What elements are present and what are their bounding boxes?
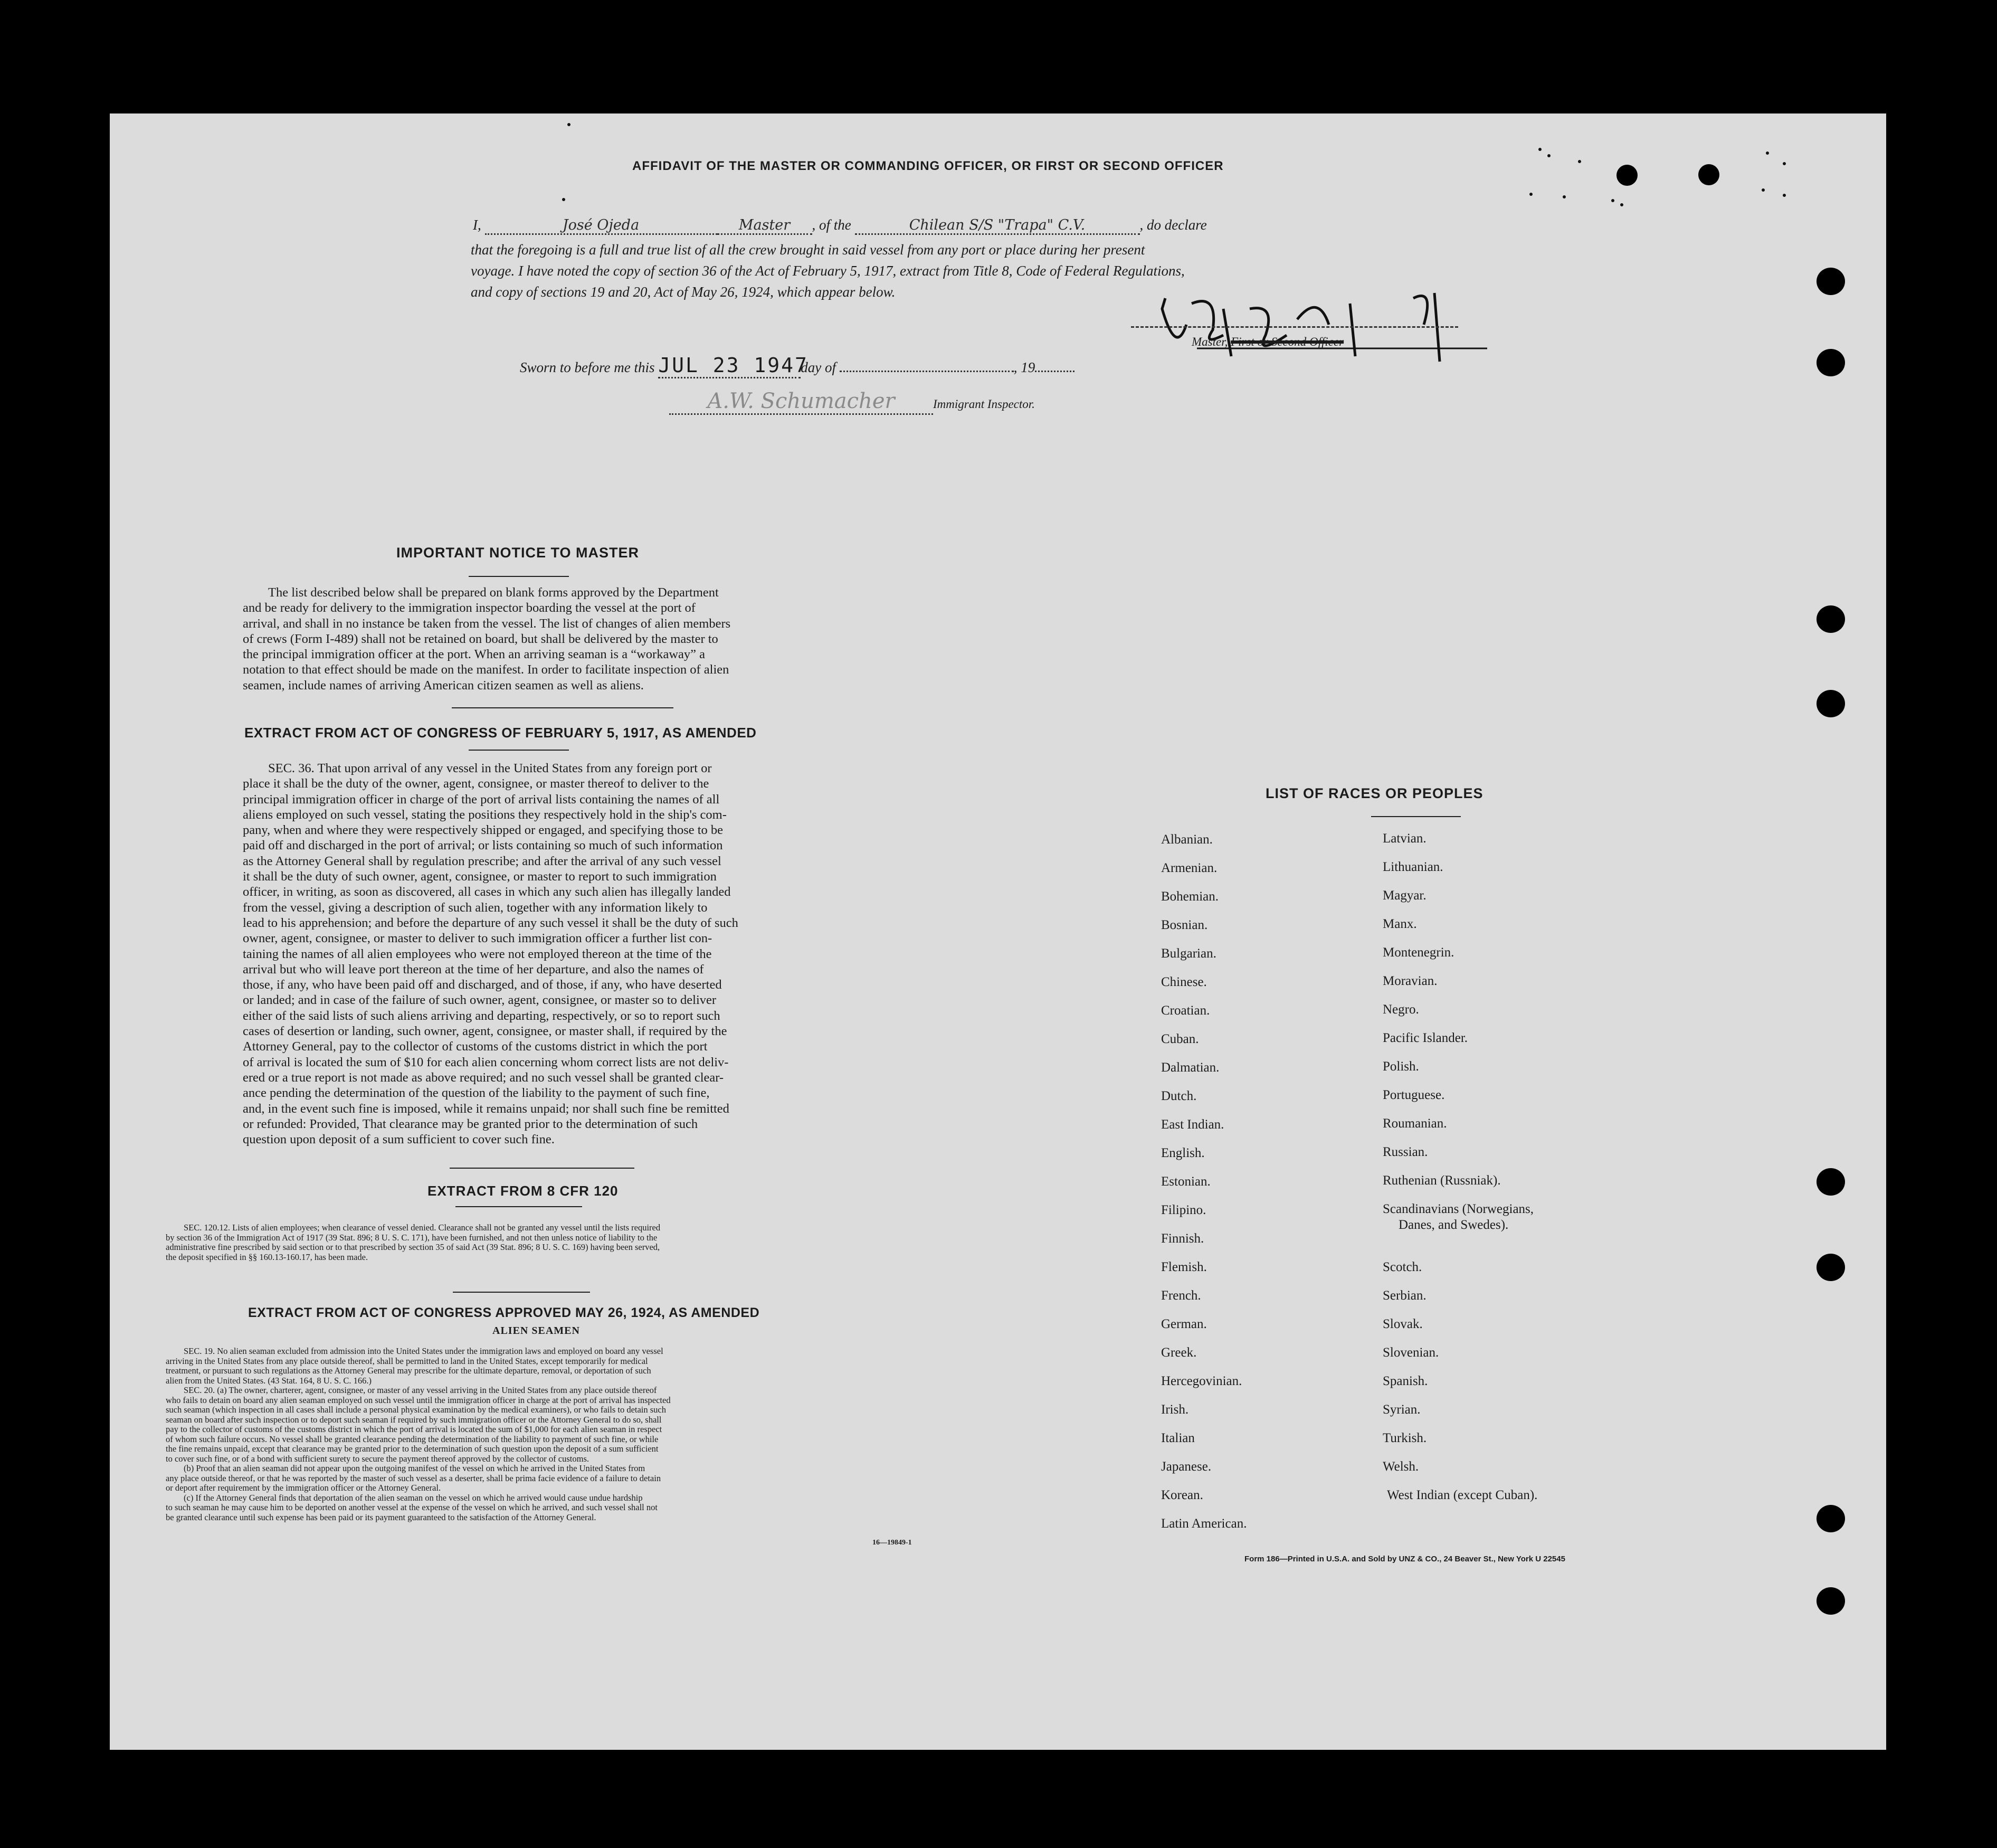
extract-1917-line: either of the said lists of such aliens arriving and departing, respectively, or so to report such bbox=[243, 1008, 720, 1023]
punch-hole bbox=[1817, 1168, 1845, 1196]
notice-line: The list described below shall be prepared on blank forms approved by the Department bbox=[268, 585, 719, 600]
extract-1917-line: place it shall be the duty of the owner, agent, consignee, or master thereof to deliver to the bbox=[243, 776, 709, 791]
race-item: Albanian. bbox=[1161, 832, 1213, 847]
race-item: Portuguese. bbox=[1383, 1088, 1445, 1102]
extract-1924-line: alien from the United States. (43 Stat. 164, 8 U. S. C. 166.) bbox=[166, 1375, 372, 1386]
cfr-line: administrative fine prescribed by said section or to that prescribed by section 35 of said Act (39 Stat. 896; 8 U. S. C. 169) having been served, bbox=[166, 1242, 660, 1252]
race-item: Scandinavians (Norwegians, bbox=[1383, 1202, 1534, 1216]
alien-seamen-subtitle: ALIEN SEAMEN bbox=[492, 1325, 580, 1337]
divider bbox=[452, 707, 673, 708]
inspector-signature: A.W. Schumacher bbox=[669, 389, 933, 415]
race-item: Roumanian. bbox=[1383, 1116, 1447, 1131]
race-item: Slovak. bbox=[1383, 1317, 1423, 1331]
speck bbox=[1611, 199, 1614, 202]
race-item: Estonian. bbox=[1161, 1174, 1211, 1189]
race-item: Dutch. bbox=[1161, 1089, 1197, 1103]
race-item: Bulgarian. bbox=[1161, 946, 1216, 961]
speck bbox=[1563, 195, 1566, 198]
race-item: Bosnian. bbox=[1161, 918, 1208, 932]
race-item: Cuban. bbox=[1161, 1032, 1199, 1046]
extract-1917-line: lead to his apprehension; and before the departure of any such vessel it shall be the duty of such bbox=[243, 915, 738, 930]
extract-1917-line: or refunded: Provided, That clearance may be granted prior to the determination of such bbox=[243, 1116, 698, 1131]
race-item: Finnish. bbox=[1161, 1231, 1204, 1246]
inspector-label: Immigrant Inspector. bbox=[933, 397, 1035, 411]
race-item: Flemish. bbox=[1161, 1260, 1207, 1274]
race-item: Negro. bbox=[1383, 1002, 1419, 1017]
extract-1924-line: SEC. 19. No alien seaman excluded from admission into the United States under the immigration laws and employed on board any vessel bbox=[184, 1346, 663, 1356]
signer-rank-field: Master bbox=[717, 217, 812, 235]
race-item: West Indian (except Cuban). bbox=[1387, 1488, 1538, 1502]
extract-1924-line: or deport after requirement by the immigration officer or the Attorney General. bbox=[166, 1483, 441, 1493]
punch-hole bbox=[1817, 1254, 1845, 1281]
extract-1917-line: aliens employed on such vessel, stating the positions they respectively hold in the ship's com- bbox=[243, 807, 727, 822]
declaration-line-1: that the foregoing is a full and true list of all the crew brought in said vessel from any port or place during her present bbox=[471, 242, 1145, 258]
speck bbox=[562, 198, 565, 201]
divider bbox=[450, 1168, 634, 1169]
race-item: Russian. bbox=[1383, 1145, 1428, 1159]
form-code: 16—19849-1 bbox=[872, 1539, 912, 1547]
race-item: Croatian. bbox=[1161, 1003, 1210, 1018]
race-item: English. bbox=[1161, 1146, 1205, 1160]
race-item: Manx. bbox=[1383, 917, 1417, 931]
vessel-name-field: Chilean S/S "Trapa" C.V. bbox=[855, 217, 1140, 235]
notice-line: notation to that effect should be made on the manifest. In order to facilitate inspection of alien bbox=[243, 662, 729, 677]
of-the-text: , of the bbox=[812, 217, 851, 233]
cfr-line: the deposit specified in §§ 160.13-160.17, has been made. bbox=[166, 1252, 368, 1262]
race-item: Magyar. bbox=[1383, 888, 1427, 903]
extract-1917-line: arrival but who will leave port thereon at the time of her departure, and also the names of bbox=[243, 962, 704, 977]
extract-1924-line: pay to the collector of customs of the customs district in which the port of arrival is located the sum of $1,000 for each alien seaman in respect bbox=[166, 1424, 662, 1434]
affidavit-title: AFFIDAVIT OF THE MASTER OR COMMANDING OFFICER, OR FIRST OR SECOND OFFICER bbox=[632, 159, 1224, 173]
race-item: Bohemian. bbox=[1161, 889, 1219, 904]
speck bbox=[1578, 160, 1581, 163]
notice-line: the principal immigration officer at the port. When an arriving seaman is a “workaway” a bbox=[243, 647, 706, 662]
notice-line: of crews (Form I-489) shall not be retained on board, but shall be delivered by the master to bbox=[243, 631, 718, 646]
notice-title: IMPORTANT NOTICE TO MASTER bbox=[396, 545, 639, 561]
extract-1924-line: such seaman (which inspection in all cases shall include a personal physical examination by the medical examiners), or who fails to detain such bbox=[166, 1405, 667, 1415]
extract-1924-body bbox=[166, 1347, 891, 1522]
speck bbox=[1762, 188, 1765, 192]
race-item: Ruthenian (Russniak). bbox=[1383, 1173, 1501, 1188]
signer-name-field: José Ojeda bbox=[485, 217, 717, 235]
master-signature bbox=[1160, 277, 1551, 367]
extract-1924-line: any place outside thereof, or that he was reported by the master of such vessel as a deserter, shall be prima facie evidence of a failure to detain bbox=[166, 1473, 661, 1483]
extract-1924-line: the fine remains unpaid, except that clearance may be granted prior to the determination of such question upon the deposit of a sum sufficient bbox=[166, 1444, 659, 1454]
punch-hole bbox=[1817, 349, 1845, 376]
cfr-title: EXTRACT FROM 8 CFR 120 bbox=[427, 1183, 619, 1199]
speck bbox=[1538, 148, 1542, 151]
race-item: Polish. bbox=[1383, 1059, 1419, 1074]
extract-1917-rule bbox=[469, 750, 569, 751]
declaration-line bbox=[473, 217, 1207, 235]
extract-1924-line: to cover such fine, or of a bond with sufficient surety to secure the payment thereof approved by the collector of customs. bbox=[166, 1453, 589, 1464]
speck bbox=[1783, 162, 1786, 165]
race-item: Moravian. bbox=[1383, 974, 1438, 988]
day-of-text: day of bbox=[801, 359, 836, 375]
notice-line: arrival, and shall in no instance be taken from the vessel. The list of changes of alien members bbox=[243, 616, 731, 631]
extract-1917-line: question upon deposit of a sum sufficient to cover such fine. bbox=[243, 1132, 555, 1147]
ink-spot bbox=[1616, 165, 1638, 186]
race-item: Filipino. bbox=[1161, 1203, 1206, 1217]
race-item: Italian bbox=[1161, 1431, 1195, 1445]
extract-1924-line: (b) Proof that an alien seaman did not appear upon the outgoing manifest of the vessel on which he arrived in the United States from bbox=[184, 1463, 645, 1473]
race-item: German. bbox=[1161, 1317, 1207, 1331]
extract-1917-line: taining the names of all alien employees who were not employed thereon at the time of the bbox=[243, 946, 712, 961]
declaration-line-3: and copy of sections 19 and 20, Act of May 26, 1924, which appear below. bbox=[471, 284, 896, 300]
race-item: Scotch. bbox=[1383, 1260, 1422, 1274]
extract-1917-line: from the vessel, giving a description of such alien, together with any information likely to bbox=[243, 900, 708, 915]
speck bbox=[1529, 193, 1533, 196]
declaration-i: I, bbox=[473, 217, 481, 233]
document-page bbox=[110, 113, 1886, 1750]
extract-1917-line: ance pending the determination of the question of the liability to the payment of such fine, bbox=[243, 1086, 710, 1101]
master-label-row bbox=[1192, 335, 1344, 349]
race-item: Montenegrin. bbox=[1383, 945, 1454, 960]
race-item: Greek. bbox=[1161, 1345, 1197, 1360]
extract-1917-line: cases of desertion or landing, such owner, agent, consignee, or master shall, if required by the bbox=[243, 1024, 727, 1039]
cfr-line: by section 36 of the Immigration Act of 1917 (39 Stat. 896; 8 U. S. C. 171), have been furnished, and not then unless notice of liability to the bbox=[166, 1232, 658, 1243]
cfr-line: SEC. 120.12. Lists of alien employees; when clearance of vessel denied. Clearance shall not be granted any vessel until the lists required bbox=[184, 1222, 661, 1233]
notice-title-rule bbox=[469, 576, 569, 577]
race-item: Armenian. bbox=[1161, 861, 1218, 875]
extract-1917-line: it shall be the duty of such owner, agent, consignee, or master to report to such immigration bbox=[243, 869, 717, 884]
speck bbox=[1766, 151, 1769, 155]
speck bbox=[1547, 154, 1551, 157]
punch-hole bbox=[1817, 1587, 1845, 1615]
printer-line: Form 186—Printed in U.S.A. and Sold by UNZ & CO., 24 Beaver St., New York U 22545 bbox=[1244, 1555, 1565, 1563]
race-item: Spanish. bbox=[1383, 1374, 1428, 1388]
master-sign-line bbox=[1131, 326, 1458, 328]
year-prefix: , 19 bbox=[1013, 359, 1035, 375]
extract-1917-line: as the Attorney General shall by regulation prescribe; and after the arrival of any such vessel bbox=[243, 854, 721, 868]
race-item: Hercegovinian. bbox=[1161, 1374, 1242, 1388]
notice-line: and be ready for delivery to the immigration inspector boarding the vessel at the port of bbox=[243, 601, 696, 615]
sworn-text: Sworn to before me this bbox=[520, 359, 655, 375]
extract-1917-title: EXTRACT FROM ACT OF CONGRESS OF FEBRUARY 5, 1917, AS AMENDED bbox=[244, 725, 757, 741]
extract-1917-line: of arrival is located the sum of $10 for each alien concerning whom correct lists are not deliv- bbox=[243, 1055, 729, 1069]
punch-hole bbox=[1817, 268, 1845, 295]
race-item: Pacific Islander. bbox=[1383, 1031, 1468, 1045]
extract-1917-line: those, if any, who have been paid off and discharged, and of those, if any, who have deserted bbox=[243, 978, 722, 992]
extract-1924-line: who fails to detain on board any alien seaman employed on such vessel until the immigration officer in charge at the port of arrival has inspected bbox=[166, 1395, 671, 1405]
sworn-line bbox=[520, 354, 1074, 378]
race-item: Slovenian. bbox=[1383, 1345, 1439, 1360]
race-item: Japanese. bbox=[1161, 1460, 1212, 1474]
punch-hole bbox=[1817, 1505, 1845, 1532]
extract-1924-line: to such seaman he may cause him to be deported on another vessel at the expense of the vessel on which he arrived, and such vessel shall not bbox=[166, 1502, 658, 1512]
punch-hole bbox=[1817, 605, 1845, 633]
race-item: Irish. bbox=[1161, 1402, 1189, 1417]
extract-1917-line: or landed; and in case of the failure of such owner, agent, consignee, or master so to deliver bbox=[243, 993, 717, 1008]
race-item-continued: Danes, and Swedes). bbox=[1399, 1218, 1509, 1232]
extract-1924-line: arriving in the United States from any place outside thereof, shall be permitted to land in the United States, except temporarily for medical bbox=[166, 1356, 648, 1366]
extract-1924-line: treatment, or pursuant to such regulations as the Attorney General may prescribe for the ultimate departure, removal, or deportation of such bbox=[166, 1366, 651, 1376]
notice-body bbox=[243, 585, 781, 693]
extract-1917-line: paid off and discharged in the port of arrival; or lists containing so much of such information bbox=[243, 838, 723, 853]
race-item: Latvian. bbox=[1383, 831, 1427, 846]
inspector-line bbox=[669, 389, 1035, 415]
extract-1917-line: pany, when and where they were respectively shipped or engaged, and specifying those to be bbox=[243, 823, 724, 838]
race-item: Dalmatian. bbox=[1161, 1060, 1220, 1075]
month-field bbox=[840, 371, 1014, 372]
year-field bbox=[1035, 371, 1074, 372]
divider bbox=[453, 1292, 590, 1293]
master-label: Master, bbox=[1192, 335, 1228, 348]
extract-1924-line: be granted clearance until such expense has been paid or its payment guaranteed to the satisfaction of the Attorney General. bbox=[166, 1512, 596, 1522]
extract-1924-title: EXTRACT FROM ACT OF CONGRESS APPROVED MAY 26, 1924, AS AMENDED bbox=[248, 1305, 760, 1320]
extract-1917-body bbox=[243, 761, 781, 1147]
race-item: Latin American. bbox=[1161, 1517, 1247, 1531]
cfr-body bbox=[166, 1223, 891, 1262]
extract-1924-line: of whom such failure occurs. No vessel shall be granted clearance pending the determination of the liability to payment of such fine, or while bbox=[166, 1434, 659, 1444]
do-declare-text: , do declare bbox=[1139, 217, 1207, 233]
speck bbox=[1620, 203, 1623, 206]
extract-1917-line: ered or a true report is not made as above required; and no such vessel shall be granted clear- bbox=[243, 1070, 724, 1085]
extract-1917-line: owner, agent, consignee, or master to deliver to such immigration officer a further list con- bbox=[243, 931, 712, 946]
cfr-rule bbox=[455, 1206, 582, 1207]
punch-hole bbox=[1817, 690, 1845, 717]
extract-1917-line: principal immigration officer in charge of the port of arrival lists containing the names of all bbox=[243, 792, 720, 807]
extract-1924-line: SEC. 20. (a) The owner, charterer, agent, consignee, or master of any vessel arriving in the United States from any place outside thereof bbox=[184, 1385, 657, 1395]
race-item: Lithuanian. bbox=[1383, 860, 1443, 874]
extract-1924-line: (c) If the Attorney General finds that deportation of the alien seaman on the vessel on which he arrived would cause undue hardship bbox=[184, 1492, 643, 1503]
race-item: East Indian. bbox=[1161, 1117, 1224, 1132]
extract-1924-line: seaman on board after such inspection or to deport such seaman if required by such immigration officer or the Attorney General to do so, shall bbox=[166, 1414, 662, 1425]
extract-1917-line: SEC. 36. That upon arrival of any vessel in the United States from any foreign port or bbox=[268, 761, 712, 775]
speck bbox=[1783, 194, 1786, 197]
race-item: Turkish. bbox=[1383, 1431, 1427, 1445]
struck-officer-label: First or Second Officer bbox=[1231, 335, 1344, 348]
extract-1917-line: officer, in writing, as soon as discovered, all cases in which any such alien has illegally landed bbox=[243, 885, 731, 899]
extract-1917-line: and, in the event such fine is imposed, while it remains unpaid; nor shall such fine be remitted bbox=[243, 1101, 729, 1116]
extract-1917-line: Attorney General, pay to the collector of customs of the customs district in which the port bbox=[243, 1039, 708, 1054]
races-title: LIST OF RACES OR PEOPLES bbox=[1266, 785, 1484, 801]
race-item: French. bbox=[1161, 1288, 1201, 1303]
notice-line: seamen, include names of arriving American citizen seamen as well as aliens. bbox=[243, 678, 644, 693]
sworn-date-stamp: JUL 23 1947 bbox=[658, 354, 801, 378]
declaration-line-2: voyage. I have noted the copy of section 36 of the Act of February 5, 1917, extract from Title 8, Code of Federal Regulations, bbox=[471, 263, 1185, 279]
race-item: Syrian. bbox=[1383, 1402, 1421, 1417]
speck bbox=[567, 123, 570, 126]
race-item: Chinese. bbox=[1161, 975, 1207, 989]
race-item: Serbian. bbox=[1383, 1288, 1427, 1303]
ink-spot bbox=[1698, 164, 1719, 185]
declaration-body bbox=[471, 239, 1185, 302]
race-item: Welsh. bbox=[1383, 1460, 1419, 1474]
races-title-rule bbox=[1371, 816, 1461, 817]
race-item: Korean. bbox=[1161, 1488, 1203, 1502]
